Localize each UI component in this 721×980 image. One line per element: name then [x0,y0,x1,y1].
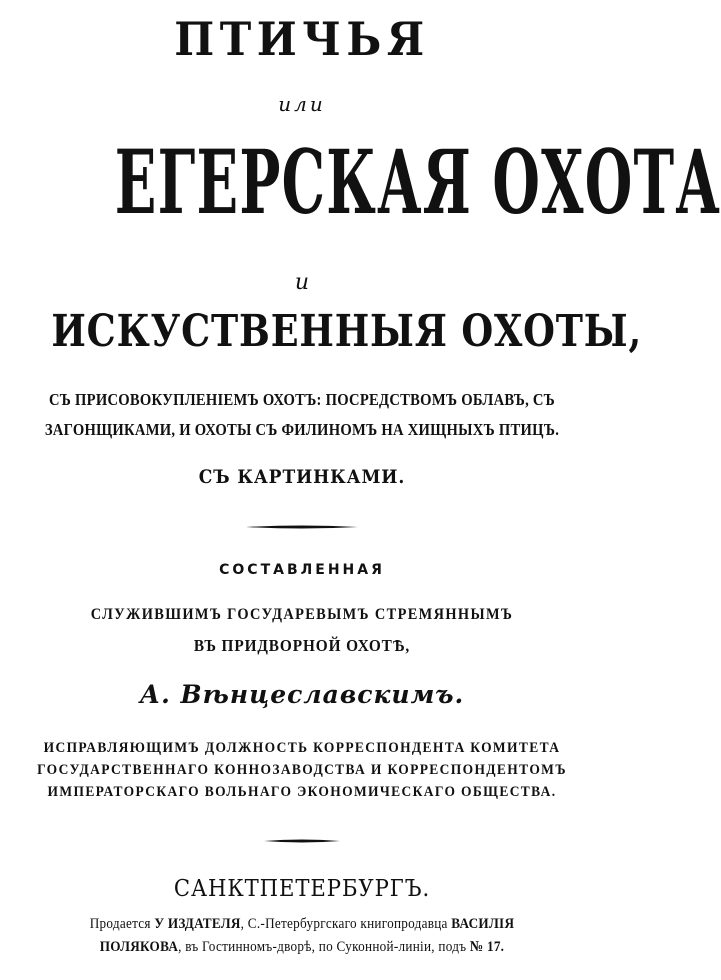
conjunction-i: и [294,270,310,295]
author-position-line-2: ГОСУДАРСТВЕННАГО КОННОЗАВОДСТВА И КОРРЕСПОНДЕНТОМЪ [37,762,567,778]
title-main: ЕГЕРСКАЯ ОХОТА [114,130,721,234]
title-word-1: ПТИЧЬЯ [174,12,430,66]
description-line-1: СЪ ПРИСОВОКУПЛЕНІЕМЪ ОХОТЪ: ПОСРЕДСТВОМЪ ОБЛАВЪ, СЪ [49,390,555,409]
conjunction-ili: или [278,92,326,116]
compiled-label: СОСТАВЛЕННАЯ [219,562,385,578]
author-role-line-2: ВЪ ПРИДВОРНОЙ ОХОТѢ, [193,636,411,655]
description-line-2: ЗАГОНЩИКАМИ, И ОХОТЫ СЪ ФИЛИНОМЪ НА ХИЩНЫХЪ ПТИЦЪ. [44,420,560,439]
author-position-line-1: ИСПРАВЛЯЮЩИМЪ ДОЛЖНОСТЬ КОРРЕСПОНДЕНТА КОМИТЕТА [43,740,561,756]
title-subtitle: ИСКУСТВЕННЫЯ ОХОТЫ, [51,306,643,357]
author-role-line-1: СЛУЖИВШИМЪ ГОСУДАРЕВЫМЪ СТРЕМЯННЫМЪ [90,606,514,623]
imprint-seller-line-1: Продается У ИЗДАТЕЛЯ, С.-Петербургскаго книгопродавца ВАСИЛІЯ [89,916,515,932]
imprint-city: САНКТПЕТЕРБУРГЪ. [173,876,431,902]
author-position-line-3: ИМПЕРАТОРСКАГО ВОЛЬНАГО ЭКОНОМИЧЕСКАГО ОБЩЕСТВА. [47,784,557,800]
ornamental-rule-bottom [264,838,340,844]
author-name: А. Вѣнцеславскимъ. [139,680,465,709]
imprint-seller-line-2: ПОЛЯКОВА, въ Гостинномъ-дворѣ, по Суконной-линіи, подъ № 17. [99,939,505,955]
illustrations-note: СЪ КАРТИНКАМИ. [198,466,406,488]
ornamental-rule-top [246,524,358,530]
